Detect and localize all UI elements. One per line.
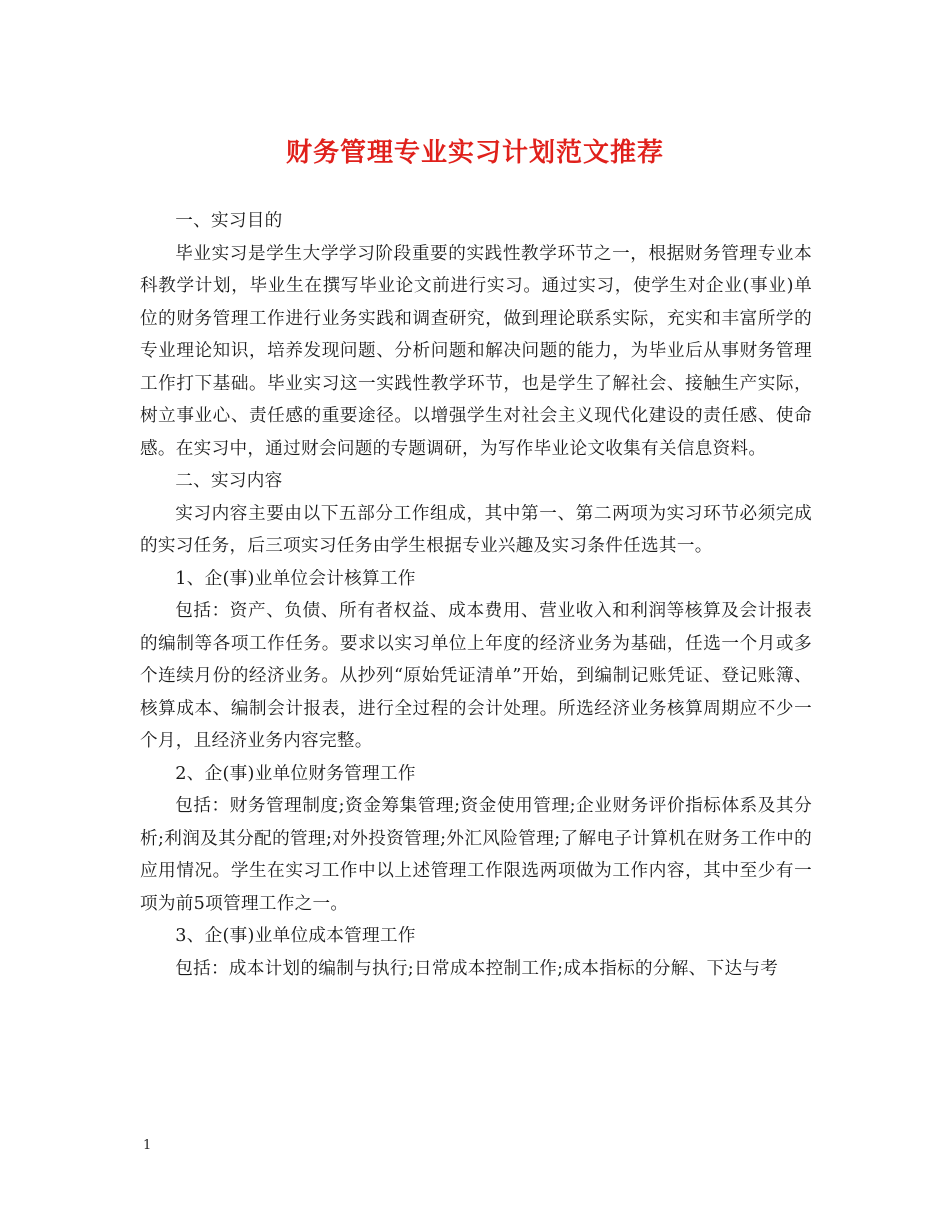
document-title: 财务管理专业实习计划范文推荐	[285, 138, 664, 168]
paragraph-purpose: 毕业实习是学生大学学习阶段重要的实践性教学环节之一，根据财务管理专业本科教学计划，毕业生在撰写毕业论文前进行实习。通过实习，使学生对企业(事业)单位的财务管理工作进行业务实践和调查研究，做到理论联系实际，充实和丰富所学的专业理论知识，培养发现问题、分析问题和解决问题的能力，为毕业后从事财务管理工作打下基础。毕业实习这一实践性教学环节，也是学生了解社会、接触生产实际，树立事业心、责任感的重要途径。以增强学生对社会主义现代化建设的责任感、使命感。在实习中，通过财会问题的专题调研，为写作毕业论文收集有关信息资料。	[140, 243, 812, 459]
paragraph-accounting: 包括：资产、负债、所有者权益、成本费用、营业收入和利润等核算及会计报表的编制等各项工作任务。要求以实习单位上年度的经济业务为基础，任选一个月或多个连续月份的经济业务。从抄列“原始凭证清单”开始，到编制记账凭证、登记账簿、核算成本、编制会计报表，进行全过程的会计处理。所选经济业务核算周期应不少一个月，且经济业务内容完整。	[140, 601, 812, 751]
subheading-cost-management: 3、企(事)业单位成本管理工作	[175, 926, 416, 946]
subheading-financial-management: 2、企(事)业单位财务管理工作	[175, 763, 416, 784]
heading-content: 二、实习内容	[175, 471, 283, 491]
heading-purpose: 一、实习目的	[175, 211, 283, 231]
subheading-accounting: 1、企(事)业单位会计核算工作	[175, 568, 416, 589]
document-body	[140, 205, 812, 985]
paragraph-financial-management: 包括：财务管理制度;资金筹集管理;资金使用管理;企业财务评价指标体系及其分析;利润及其分配的管理;对外投资管理;外汇风险管理;了解电子计算机在财务工作中的应用情况。学生在实习工作中以上述管理工作限选两项做为工作内容，其中至少有一项为前5项管理工作之一。	[140, 796, 812, 914]
page-number: 1	[143, 1138, 152, 1153]
paragraph-content-intro: 实习内容主要由以下五部分工作组成，其中第一、第二两项为实习环节必须完成的实习任务，后三项实习任务由学生根据专业兴趣及实习条件任选其一。	[140, 503, 812, 556]
paragraph-cost-management: 包括：成本计划的编制与执行;日常成本控制工作;成本指标的分解、下达与考	[175, 958, 779, 979]
